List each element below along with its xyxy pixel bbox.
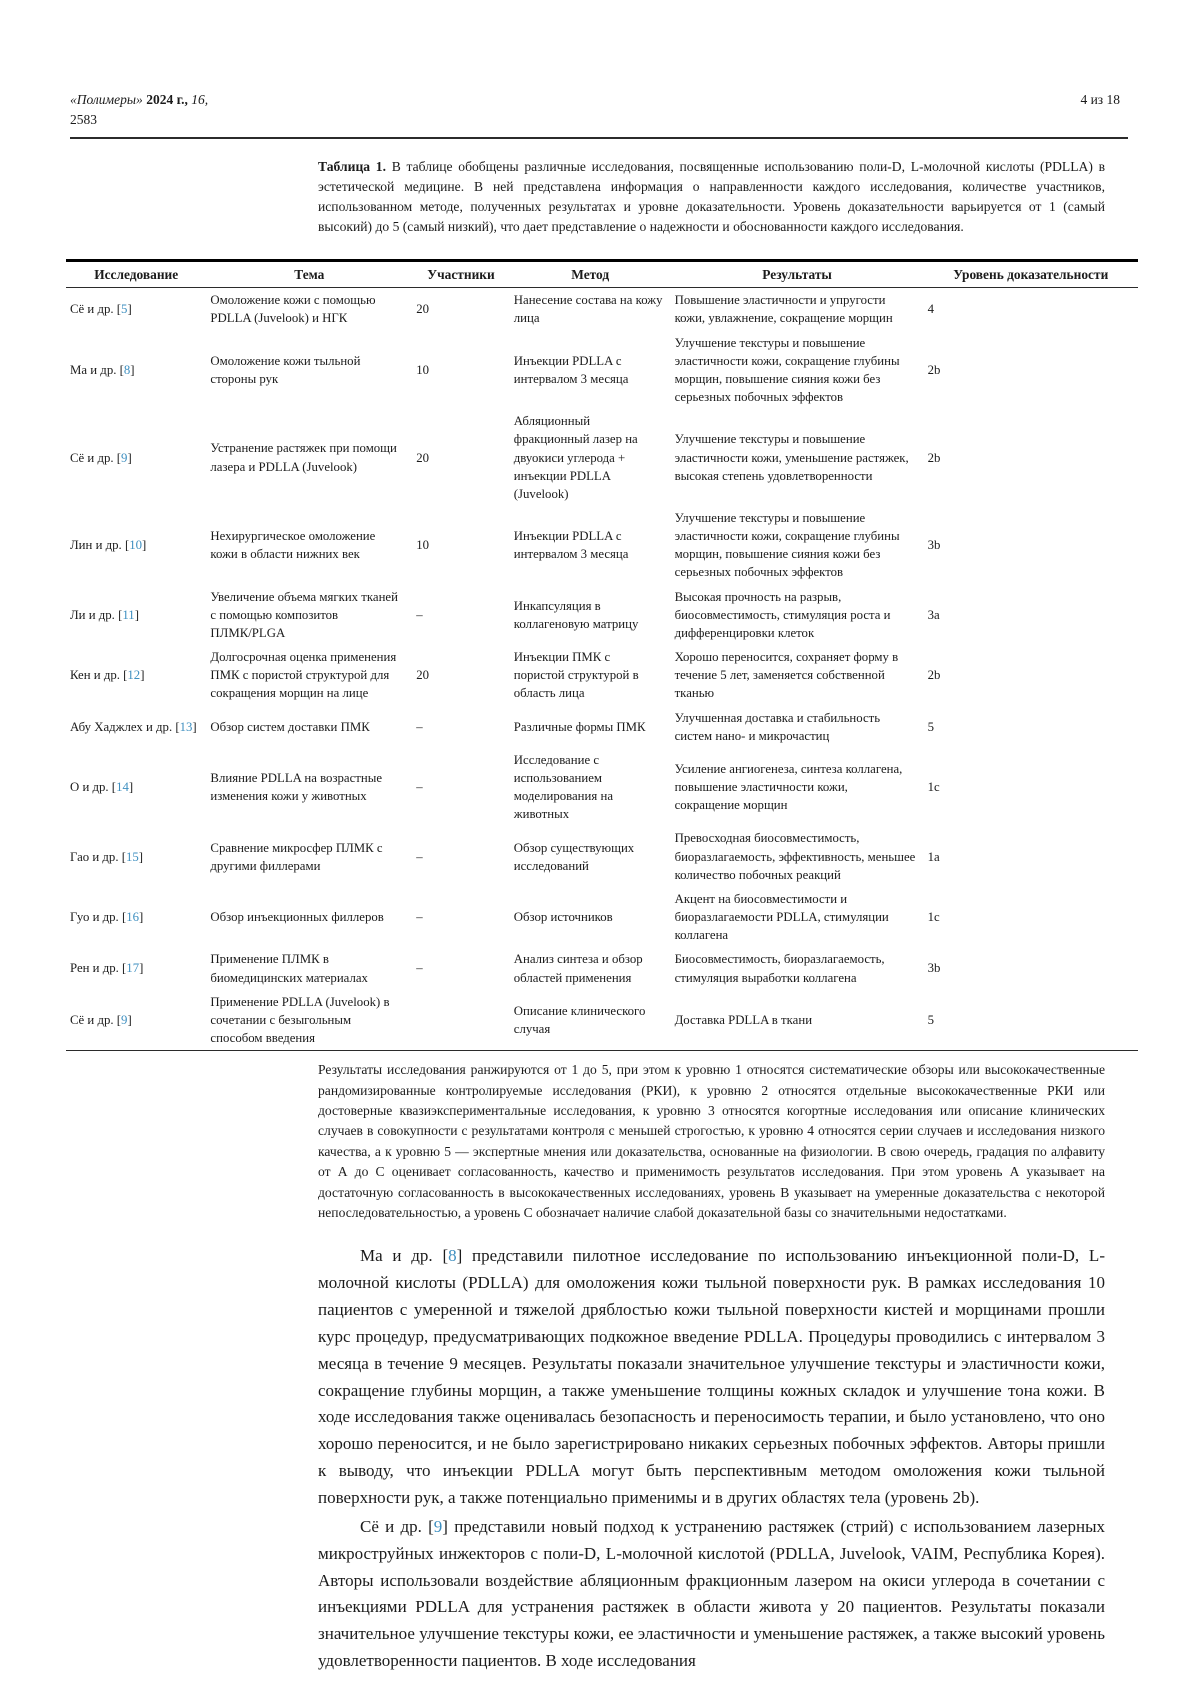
study-authors: Сё и др. — [70, 450, 117, 465]
journal-citation — [70, 90, 208, 129]
method-cell: Инкапсуляция в коллагеновую матрицу — [513, 598, 639, 631]
results-cell: Улучшение текстуры и повышение эластичности кожи, сокращение глубины морщин, повышение сияния кожи без серьезных побочных эффектов — [674, 335, 900, 405]
paragraph-text: представили новый подход к устранению растяжек (стрий) с использованием лазерных микроструйных инжекторов с поли-D, L-молочной кислотой (PDLLA, Juvelook, VAIM, Республика Корея). Авторы использовали воздействие абляционным фракционным лазером на окиси углерода в сочетании с инъекциями PDLLA для устранения растяжек в области живота у 20 пациентов. Результаты показали значительное улучшение текстуры кожи, ее эластичности и уменьшение растяжек, а также высокий уровень удовлетворенности пациентов. В ходе исследования — [318, 1516, 1105, 1671]
results-cell: Высокая прочность на разрыв, биосовместимость, стимуляция роста и дифференцировки клеток — [674, 589, 891, 640]
study-authors: Сё и др. — [70, 302, 117, 317]
topic-cell: Обзор инъекционных филлеров — [210, 910, 384, 925]
evidence-level-cell: 3b — [927, 961, 941, 976]
evidence-level-cell: 2b — [927, 450, 941, 465]
citation-ref — [117, 451, 132, 465]
method-cell: Обзор источников — [513, 910, 613, 925]
citation-ref — [117, 302, 132, 316]
evidence-level-cell: 3a — [927, 607, 940, 622]
results-cell: Хорошо переносится, сохраняет форму в течение 5 лет, заменяется собственной тканью — [674, 650, 899, 701]
method-cell: Инъекции PDLLA с интервалом 3 месяца — [513, 353, 629, 386]
journal-page-start: 2583 — [70, 111, 97, 127]
evidence-level-cell: 4 — [927, 302, 934, 317]
running-header — [70, 90, 1120, 129]
paragraph-seo-study — [318, 1514, 1105, 1675]
citation-link[interactable]: 15 — [125, 849, 139, 864]
study-authors: О и др. — [70, 780, 112, 795]
topic-cell: Обзор систем доставки ПМК — [210, 719, 370, 734]
table-footnote: Результаты исследования ранжируются от 1 до 5, при этом к уровню 1 относятся систематические обзоры или высококачественные рандомизированные контролируемые исследования (РКИ), к уровню 2 относятся отдельные высококачественные РКИ или достоверные квазиэкспериментальные исследования, к уровню 3 относятся когортные исследования или описание клинических случаев в совокупности с результатами контроля с меньшей строгостью, к уровню 4 относятся серии случаев и исследования низкого качества, а к уровню 5 — экспертные мнения или доказательства, основанные на физиологии. В свою очередь, градация по алфавиту от А до С оценивает согласованность, качество и применимость результатов исследования. При этом уровень А указывает на достаточную согласованность в высококачественных исследованиях, уровень В указывает на умеренные доказательства с некоторой непоследовательностью, а уровень С обозначает наличие слабой доказательной базы со значительными недостатками. — [318, 1062, 1105, 1220]
citation-link[interactable]: 10 — [129, 538, 142, 553]
table-caption-text: В таблице обобщены различные исследования, посвященные использованию поли-D, L-молочной кислоты (PDLLA) в эстетической медицине. В ней представлена информация о направленности каждого исследования, количестве участников, использованном методе, полученных результатах и уровне доказательности. Уровень доказательности варьируется от 1 (самый высокий) до 5 (самый низкий), что дает представление о надежности и обоснованности каждого исследования. — [318, 159, 1105, 234]
bracket: ] — [139, 961, 144, 976]
bracket: [ — [122, 961, 127, 976]
citation-ref — [122, 961, 143, 975]
study-cell — [66, 506, 206, 585]
bracket: ] — [142, 538, 147, 553]
citation-ref — [125, 538, 146, 552]
bracket: ] — [134, 607, 139, 622]
participants-cell: – — [416, 607, 423, 622]
bracket: ] — [140, 668, 145, 683]
method-cell: Инъекции PDLLA с интервалом 3 месяца — [513, 529, 629, 562]
citation-link[interactable]: 12 — [127, 668, 141, 683]
citation-ref — [112, 780, 133, 794]
bracket: ] — [127, 1012, 132, 1027]
method-cell: Различные формы ПМК — [513, 719, 646, 734]
paragraph-ma-study — [318, 1243, 1105, 1512]
topic-cell: Влияние PDLLA на возрастные изменения кожи у животных — [210, 771, 382, 804]
study-cell — [66, 645, 206, 705]
bracket: ] — [127, 302, 132, 317]
table-row — [66, 947, 1138, 989]
results-cell: Повышение эластичности и упругости кожи, увлажнение, сокращение морщин — [674, 293, 893, 326]
col-header-evidence-level: Уровень доказательности — [924, 260, 1138, 288]
study-cell — [66, 585, 206, 645]
results-cell: Биосовместимость, биоразлагаемость, стимуляция выработки коллагена — [674, 952, 885, 985]
method-cell: Описание клинического случая — [513, 1003, 646, 1036]
method-cell: Нанесение состава на кожу лица — [513, 293, 663, 326]
citation-link[interactable]: 13 — [179, 719, 193, 734]
bracket: [ — [119, 362, 124, 377]
citation-ref — [123, 668, 144, 682]
method-cell: Исследование с использованием моделирования на животных — [513, 752, 613, 822]
bracket: [ — [123, 668, 128, 683]
bracket: ] — [138, 849, 144, 864]
topic-cell: Применение ПЛМК в биомедицинских материалах — [210, 952, 368, 985]
bracket: ] — [130, 362, 135, 377]
citation-link[interactable]: 14 — [116, 780, 129, 795]
bracket: [ — [175, 719, 180, 734]
evidence-level-cell: 1c — [927, 780, 940, 795]
evidence-level-cell: 2b — [927, 362, 941, 377]
bracket: ] — [442, 1516, 448, 1536]
bracket: [ — [124, 538, 130, 553]
citation-ref — [117, 1013, 132, 1027]
study-authors: Гуо и др. — [70, 910, 122, 925]
paragraph-lead: Сё и др. — [360, 1516, 429, 1536]
participants-cell: 20 — [416, 450, 430, 465]
page-number: 4 из 18 — [1080, 92, 1120, 107]
topic-cell: Сравнение микросфер ПЛМК с другими филлерами — [210, 840, 383, 873]
journal-volume: 16, — [191, 92, 209, 107]
participants-cell: – — [416, 849, 423, 864]
journal-name: «Полимеры» — [70, 92, 143, 107]
bracket: [ — [116, 450, 122, 465]
bracket: ] — [127, 450, 132, 465]
bracket: [ — [428, 1516, 434, 1536]
citation-link[interactable]: 9 — [121, 450, 128, 465]
bracket: [ — [116, 1012, 122, 1027]
col-header-method: Метод — [510, 260, 671, 288]
table-row — [66, 331, 1138, 410]
evidence-level-cell: 1a — [927, 849, 940, 864]
bracket: [ — [121, 849, 126, 864]
citation-link[interactable]: 11 — [122, 607, 135, 622]
journal-year: 2024 г., — [146, 92, 188, 107]
bracket: ] — [192, 719, 197, 734]
table-header-row — [66, 260, 1138, 288]
citation-ref — [118, 608, 139, 622]
topic-cell: Увеличение объема мягких тканей с помощью композитов ПЛМК/PLGA — [210, 589, 398, 640]
study-authors: Лин и др. — [70, 538, 125, 553]
citation-ref — [120, 363, 135, 377]
method-cell: Анализ синтеза и обзор областей применения — [513, 952, 643, 985]
paragraph-text: представили пилотное исследование по использованию инъекционной поли-D, L-молочной кислоты (PDLLA) для омоложения кожи тыльной поверхности рук. В рамках исследования 10 пациентов с умеренной и тяжелой дряблостью кожи тыльной поверхности кистей и морщинами прошли курс процедур, предусматривающих подкожное введение PDLLA. Процедуры проводились с интервалом 3 месяца в течение 9 месяцев. Результаты показали значительное улучшение текстуры и эластичности кожи, сокращение глубины морщин, а также уменьшение толщины кожных складок и улучшение тона кожи. В ходе исследования также оценивалась безопасность и переносимость терапии, и было установлено, что оно хорошо переносится, и не было зарегистрировано никаких серьезных побочных эффектов. Авторы пришли к выводу, что инъекции PDLLA могут быть перспективным методом омоложения кожи тыльной поверхности рук, а также потенциально применимы и в других областях тела (уровень 2b). — [318, 1246, 1105, 1508]
citation-link[interactable]: 9 — [121, 1012, 128, 1027]
table-row — [66, 409, 1138, 506]
col-header-results: Результаты — [671, 260, 924, 288]
participants-cell: – — [416, 719, 423, 734]
study-authors: Ли и др. — [70, 607, 119, 622]
participants-cell: – — [416, 961, 423, 976]
study-authors: Гао и др. — [70, 849, 122, 864]
bracket: ] — [128, 780, 134, 795]
col-header-participants: Участники — [412, 260, 510, 288]
participants-cell: 10 — [416, 538, 430, 553]
studies-table — [66, 259, 1138, 1052]
col-header-study: Исследование — [66, 260, 206, 288]
evidence-level-cell: 1c — [927, 910, 940, 925]
bracket: ] — [139, 910, 144, 925]
study-cell — [66, 706, 206, 748]
col-header-topic: Тема — [206, 260, 412, 288]
table-row — [66, 826, 1138, 886]
study-cell — [66, 887, 206, 947]
bracket: ] — [456, 1246, 463, 1266]
bracket: [ — [118, 607, 123, 622]
citation-ref — [442, 1246, 462, 1265]
results-cell: Доставка PDLLA в ткани — [674, 1012, 813, 1027]
study-authors: Абу Хаджлех и др. — [70, 719, 176, 734]
results-cell: Акцент на биосовместимости и биоразлагаемости PDLLA, стимуляции коллагена — [674, 891, 889, 943]
table-caption — [318, 157, 1105, 236]
method-cell: Абляционный фракционный лазер на двуокиси углерода + инъекции PDLLA (Juvelook) — [513, 414, 638, 501]
study-cell — [66, 409, 206, 506]
study-authors: Рен и др. — [70, 961, 123, 976]
paragraph-lead: Ма и др. — [360, 1246, 443, 1266]
table-row — [66, 748, 1138, 827]
table-row — [66, 990, 1138, 1051]
evidence-level-cell: 2b — [927, 668, 941, 683]
study-cell — [66, 748, 206, 827]
header-divider — [70, 137, 1128, 139]
method-cell: Инъекции ПМК с пористой структурой в область лица — [513, 650, 639, 701]
topic-cell: Устранение растяжек при помощи лазера и PDLLA (Juvelook) — [210, 441, 397, 474]
study-cell — [66, 288, 206, 331]
citation-ref — [175, 720, 196, 734]
participants-cell: – — [416, 780, 423, 795]
results-cell: Превосходная биосовместимость, биоразлагаемость, эффективность, меньшее количество побочных реакций — [674, 831, 916, 882]
citation-link[interactable]: 8 — [123, 362, 131, 377]
participants-cell: 10 — [416, 362, 430, 377]
results-cell: Улучшение текстуры и повышение эластичности кожи, сокращение глубины морщин, повышение сияния кожи без серьезных побочных эффектов — [674, 510, 900, 580]
participants-cell: 20 — [416, 668, 430, 683]
participants-cell — [412, 990, 510, 1051]
topic-cell: Применение PDLLA (Juvelook) в сочетании с безыгольным способом введения — [210, 994, 390, 1046]
evidence-level-cell: 3b — [927, 538, 941, 553]
bracket: [ — [121, 910, 127, 925]
study-cell — [66, 826, 206, 886]
table-row — [66, 288, 1138, 331]
participants-cell: 20 — [416, 302, 430, 317]
results-cell: Усиление ангиогенеза, синтеза коллагена, повышение эластичности кожи, сокращение морщин — [674, 761, 903, 813]
table-row — [66, 645, 1138, 705]
topic-cell: Омоложение кожи тыльной стороны рук — [210, 353, 361, 386]
citation-link[interactable]: 9 — [433, 1516, 443, 1536]
study-cell — [66, 947, 206, 989]
topic-cell: Долгосрочная оценка применения ПМК с пористой структурой для сокращения морщин на лице — [210, 650, 397, 701]
table-row — [66, 585, 1138, 645]
citation-link[interactable]: 8 — [448, 1246, 457, 1266]
study-authors: Ма и др. — [70, 362, 120, 377]
bracket: [ — [111, 780, 117, 795]
citation-link[interactable]: 16 — [126, 910, 140, 925]
study-cell — [66, 331, 206, 410]
citation-ref — [122, 910, 143, 924]
bracket: [ — [442, 1246, 449, 1266]
topic-cell: Омоложение кожи с помощью PDLLA (Juvelook) и НГК — [210, 293, 376, 326]
study-authors: Сё и др. — [70, 1012, 117, 1027]
table-row — [66, 506, 1138, 585]
citation-link[interactable]: 5 — [121, 302, 128, 317]
study-cell — [66, 990, 206, 1051]
table-caption-label: Таблица 1. — [318, 159, 386, 175]
table-row — [66, 706, 1138, 748]
study-authors: Кен и др. — [70, 668, 124, 683]
method-cell: Обзор существующих исследований — [513, 840, 635, 873]
bracket: [ — [116, 302, 122, 317]
participants-cell: – — [416, 910, 423, 925]
citation-link[interactable]: 17 — [126, 961, 140, 976]
topic-cell: Нехирургическое омоложение кожи в области нижних век — [210, 529, 376, 562]
results-cell: Улучшенная доставка и стабильность систем нано- и микрочастиц — [674, 710, 881, 743]
evidence-level-cell: 5 — [927, 1012, 934, 1027]
evidence-level-cell: 5 — [927, 719, 934, 734]
citation-ref — [428, 1517, 448, 1536]
citation-ref — [122, 850, 143, 864]
table-row — [66, 887, 1138, 947]
results-cell: Улучшение текстуры и повышение эластичности кожи, уменьшение растяжек, высокая степень удовлетворенности — [674, 432, 909, 483]
